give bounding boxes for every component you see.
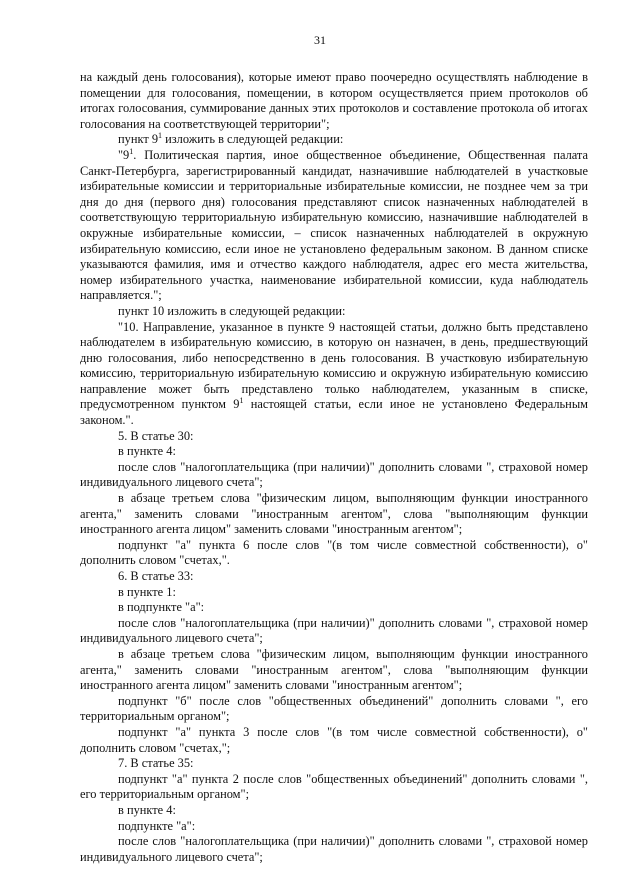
paragraph-text: на каждый день голосования), которые имеют право поочередно осуществлять наблюдение в помещении для голосования, помещении, в котором осуществляется прием протоколов об итогах голосования, суммирование данных этих протоколов и составление протокола об итогах голосования на соответствующей территории"; (80, 70, 588, 131)
paragraph (80, 616, 588, 647)
paragraph (80, 694, 588, 725)
paragraph-text: в пункте 1: (118, 584, 176, 599)
paragraph (80, 460, 588, 491)
paragraph (80, 429, 588, 445)
paragraph (80, 304, 588, 320)
superscript: 1 (239, 396, 244, 406)
paragraph-text: после слов "налогоплательщика (при наличии)" дополнить словами ", страховой номер индивидуального лицевого счета"; (80, 834, 588, 864)
paragraph-text: подпункт "б" после слов "общественных объединений" дополнить словами ", его территориальным органом"; (80, 693, 588, 724)
document-body (80, 70, 588, 865)
paragraph-text: подпункт "а" пункта 3 после слов "(в том числе совместной собственности), о" дополнить словом "счетах,"; (80, 724, 588, 755)
paragraph-text: в абзаце третьем слова "физическим лицом, выполняющим функции иностранного агента," заменить словами "иностранным агентом", слова "выполняющим функции иностранного агента лицом" заменить словами "иностранным агентом"; (80, 646, 588, 693)
paragraph-text: "10. Направление, указанное в пункте 9 настоящей статьи, должно быть представлено наблюдателем в избирательную комиссию, в которую он назначен, в день, предшествующий дню голосования, либо непосредственно в день голосования. В участковую избирательную комиссию, территориальную избирательную комиссию и окружную избирательную комиссию направление может быть представлено только наблюдателем, указанным в списке, предусмотренном пунктом 9 (80, 319, 588, 412)
paragraph (80, 772, 588, 803)
paragraph (80, 819, 588, 835)
paragraph-text: 5. В статье 30: (118, 428, 194, 443)
paragraph (80, 444, 588, 460)
paragraph-text: настоящей статьи, если иное не установлено Федеральным законом.". (80, 397, 588, 428)
paragraph-text: подпункт "а" пункта 2 после слов "общественных объединений" дополнить словами ", его территориальным органом"; (80, 771, 588, 802)
paragraph (80, 834, 588, 865)
paragraph (80, 132, 588, 148)
paragraph (80, 491, 588, 538)
paragraph-text: подпункте "а": (118, 818, 196, 833)
page-number: 31 (314, 33, 326, 47)
paragraph (80, 585, 588, 601)
paragraph-text: 6. В статье 33: (118, 569, 194, 583)
superscript: 1 (158, 131, 163, 141)
paragraph-text: в пункте 4: (118, 802, 176, 817)
paragraph-text: "9 (118, 147, 130, 162)
paragraph-text: пункт 9 (118, 132, 159, 147)
paragraph-text: изложить в следующей редакции: (162, 132, 344, 147)
paragraph (80, 569, 588, 585)
paragraph (80, 70, 588, 132)
paragraph-text: подпункт "а" пункта 6 после слов "(в том числе совместной собственности), о" дополнить словом "счетах,". (80, 537, 588, 568)
paragraph-text: в подпункте "а": (118, 600, 205, 615)
paragraph-text: . Политическая партия, иное общественное объединение, Общественная палата Санкт-Петербурга, зарегистрированный кандидат, назначившие наблюдателей в участковые избирательные комиссии и территориальные избирательные комиссии, не позднее чем за три дня до дня (первого дня) голосования представляют список назначенных наблюдателей в соответствующую территориальную избирательную комиссию, назначившие наблюдателей в окружные избирательные комиссии, – список назначенных наблюдателей в окружную избирательную комиссию, если иное не установлено федеральным законом. В данном списке указываются фамилия, имя и отчество каждого наблюдателя, адрес его места жительства, номер избирательного участка, наименование избирательной комиссии, куда наблюдатель направляется."; (80, 147, 588, 303)
paragraph-text: 7. В статье 35: (118, 756, 194, 771)
paragraph (80, 600, 588, 616)
paragraph-text: пункт 10 изложить в следующей редакции: (118, 303, 346, 318)
paragraph (80, 725, 588, 756)
paragraph (80, 647, 588, 694)
paragraph-text: после слов "налогоплательщика (при наличии)" дополнить словами ", страховой номер индивидуального лицевого счета"; (80, 459, 588, 490)
paragraph-text: в абзаце третьем слова "физическим лицом, выполняющим функции иностранного агента," заменить словами "иностранным агентом", слова "выполняющим функции иностранного агента лицом" заменить словами "иностранным агентом"; (80, 491, 588, 537)
superscript: 1 (129, 146, 134, 156)
paragraph (80, 803, 588, 819)
paragraph (80, 756, 588, 772)
paragraph (80, 538, 588, 569)
paragraph-text: в пункте 4: (118, 444, 176, 459)
paragraph (80, 148, 588, 304)
paragraph-text: после слов "налогоплательщика (при наличии)" дополнить словами ", страховой номер индивидуального лицевого счета"; (80, 615, 588, 646)
paragraph (80, 320, 588, 429)
